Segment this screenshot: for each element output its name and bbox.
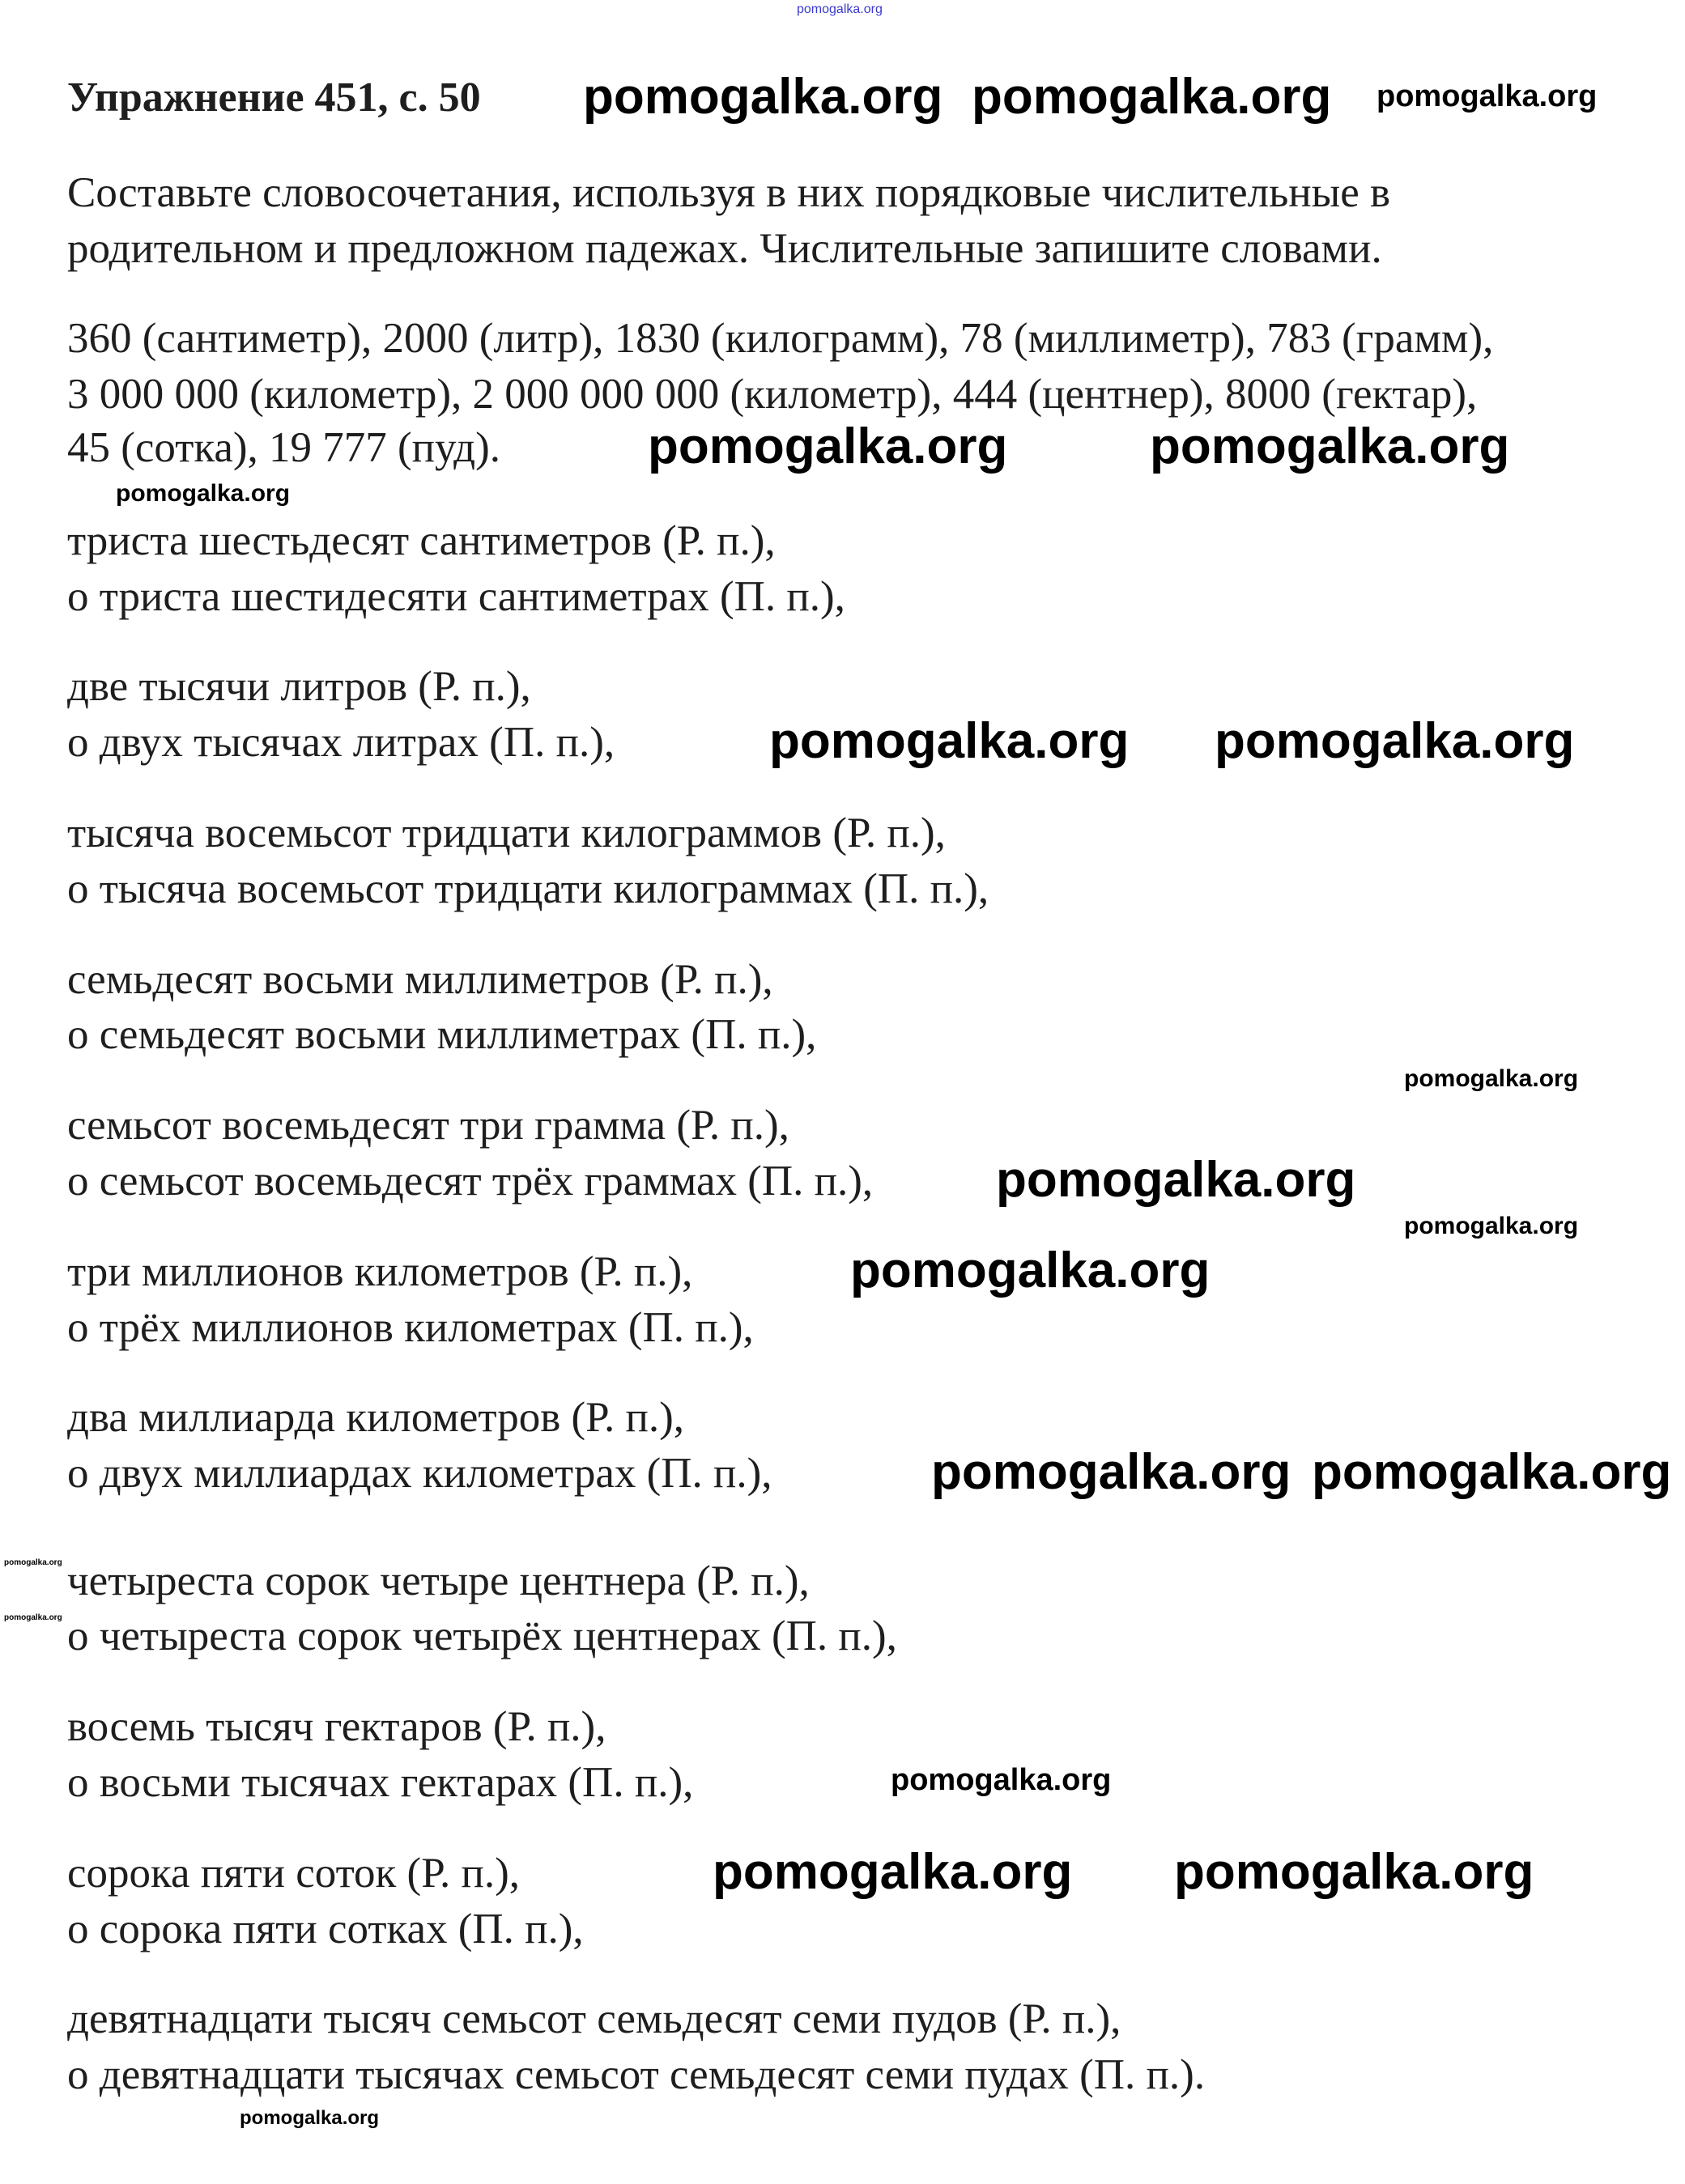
watermark: pomogalka.org [850,1243,1211,1298]
answer-prepositional: о трёх миллионов километрах (П. п.), [67,1304,754,1351]
watermark: pomogalka.org [972,69,1332,125]
answer-prepositional: о девятнадцати тысячах семьсот семьдесят семи пудах (П. п.). [67,2051,1206,2098]
answer-genitive: три миллионов километров (Р. п.), [67,1248,693,1295]
watermark: pomogalka.org [797,2,883,16]
answer-prepositional: о двух тысячах литрах (П. п.), [67,719,615,766]
watermark: pomogalka.org [4,1558,62,1567]
answer-genitive: триста шестьдесят сантиметров (Р. п.), [67,517,776,564]
watermark: pomogalka.org [1404,1213,1579,1239]
watermark: pomogalka.org [583,69,943,125]
answer-prepositional: о восьми тысячах гектарах (П. п.), [67,1759,694,1806]
watermark: pomogalka.org [1312,1444,1672,1500]
answer-prepositional: о триста шестидесяти сантиметрах (П. п.), [67,573,845,620]
answer-genitive: четыреста сорок четыре центнера (Р. п.), [67,1557,810,1604]
watermark: pomogalka.org [713,1844,1073,1900]
instruction-line: Составьте словосочетания, используя в них порядковые числительные в [67,169,1391,216]
answer-genitive: девятнадцати тысяч семьсот семьдесят семи пудов (Р. п.), [67,1995,1121,2042]
watermark: pomogalka.org [116,480,291,507]
answer-genitive: сорока пяти соток (Р. п.), [67,1850,521,1897]
watermark: pomogalka.org [1404,1065,1579,1092]
answer-prepositional: о семьдесят восьми миллиметрах (П. п.), [67,1011,817,1058]
watermark: pomogalka.org [1150,419,1510,474]
answer-prepositional: о тысяча восемьсот тридцати килограммах (П. п.), [67,865,989,912]
watermark: pomogalka.org [1174,1844,1534,1900]
page-title: Упражнение 451, с. 50 [67,74,481,121]
instruction-line: родительном и предложном падежах. Числительные запишите словами. [67,225,1382,272]
watermark: pomogalka.org [1377,79,1598,113]
watermark: pomogalka.org [996,1152,1356,1208]
watermark: pomogalka.org [769,713,1130,769]
answer-genitive: семьсот восемьдесят три грамма (Р. п.), [67,1102,789,1149]
answer-prepositional: о двух миллиардах километрах (П. п.), [67,1450,772,1497]
watermark: pomogalka.org [931,1444,1291,1500]
watermark: pomogalka.org [891,1763,1112,1797]
task-line: 45 (сотка), 19 777 (пуд). [67,424,501,471]
answer-genitive: тысяча восемьсот тридцати килограммов (Р. п.), [67,809,946,856]
answer-genitive: две тысячи литров (Р. п.), [67,663,531,710]
answer-genitive: семьдесят восьми миллиметров (Р. п.), [67,956,773,1003]
watermark: pomogalka.org [648,419,1008,474]
answer-prepositional: о сорока пяти сотках (П. п.), [67,1906,584,1952]
answer-prepositional: о семьсот восемьдесят трёх граммах (П. п.), [67,1158,874,1205]
task-line: 3 000 000 (километр), 2 000 000 000 (километр), 444 (центнер), 8000 (гектар), [67,371,1478,418]
answer-prepositional: о четыреста сорок четырёх центнерах (П. п.), [67,1613,897,1659]
task-line: 360 (сантиметр), 2000 (литр), 1830 (килограмм), 78 (миллиметр), 783 (грамм), [67,315,1494,362]
watermark: pomogalka.org [4,1613,62,1622]
watermark: pomogalka.org [240,2107,380,2129]
answer-genitive: два миллиарда километров (Р. п.), [67,1394,685,1441]
watermark: pomogalka.org [1215,713,1575,769]
answer-genitive: восемь тысяч гектаров (Р. п.), [67,1703,606,1750]
